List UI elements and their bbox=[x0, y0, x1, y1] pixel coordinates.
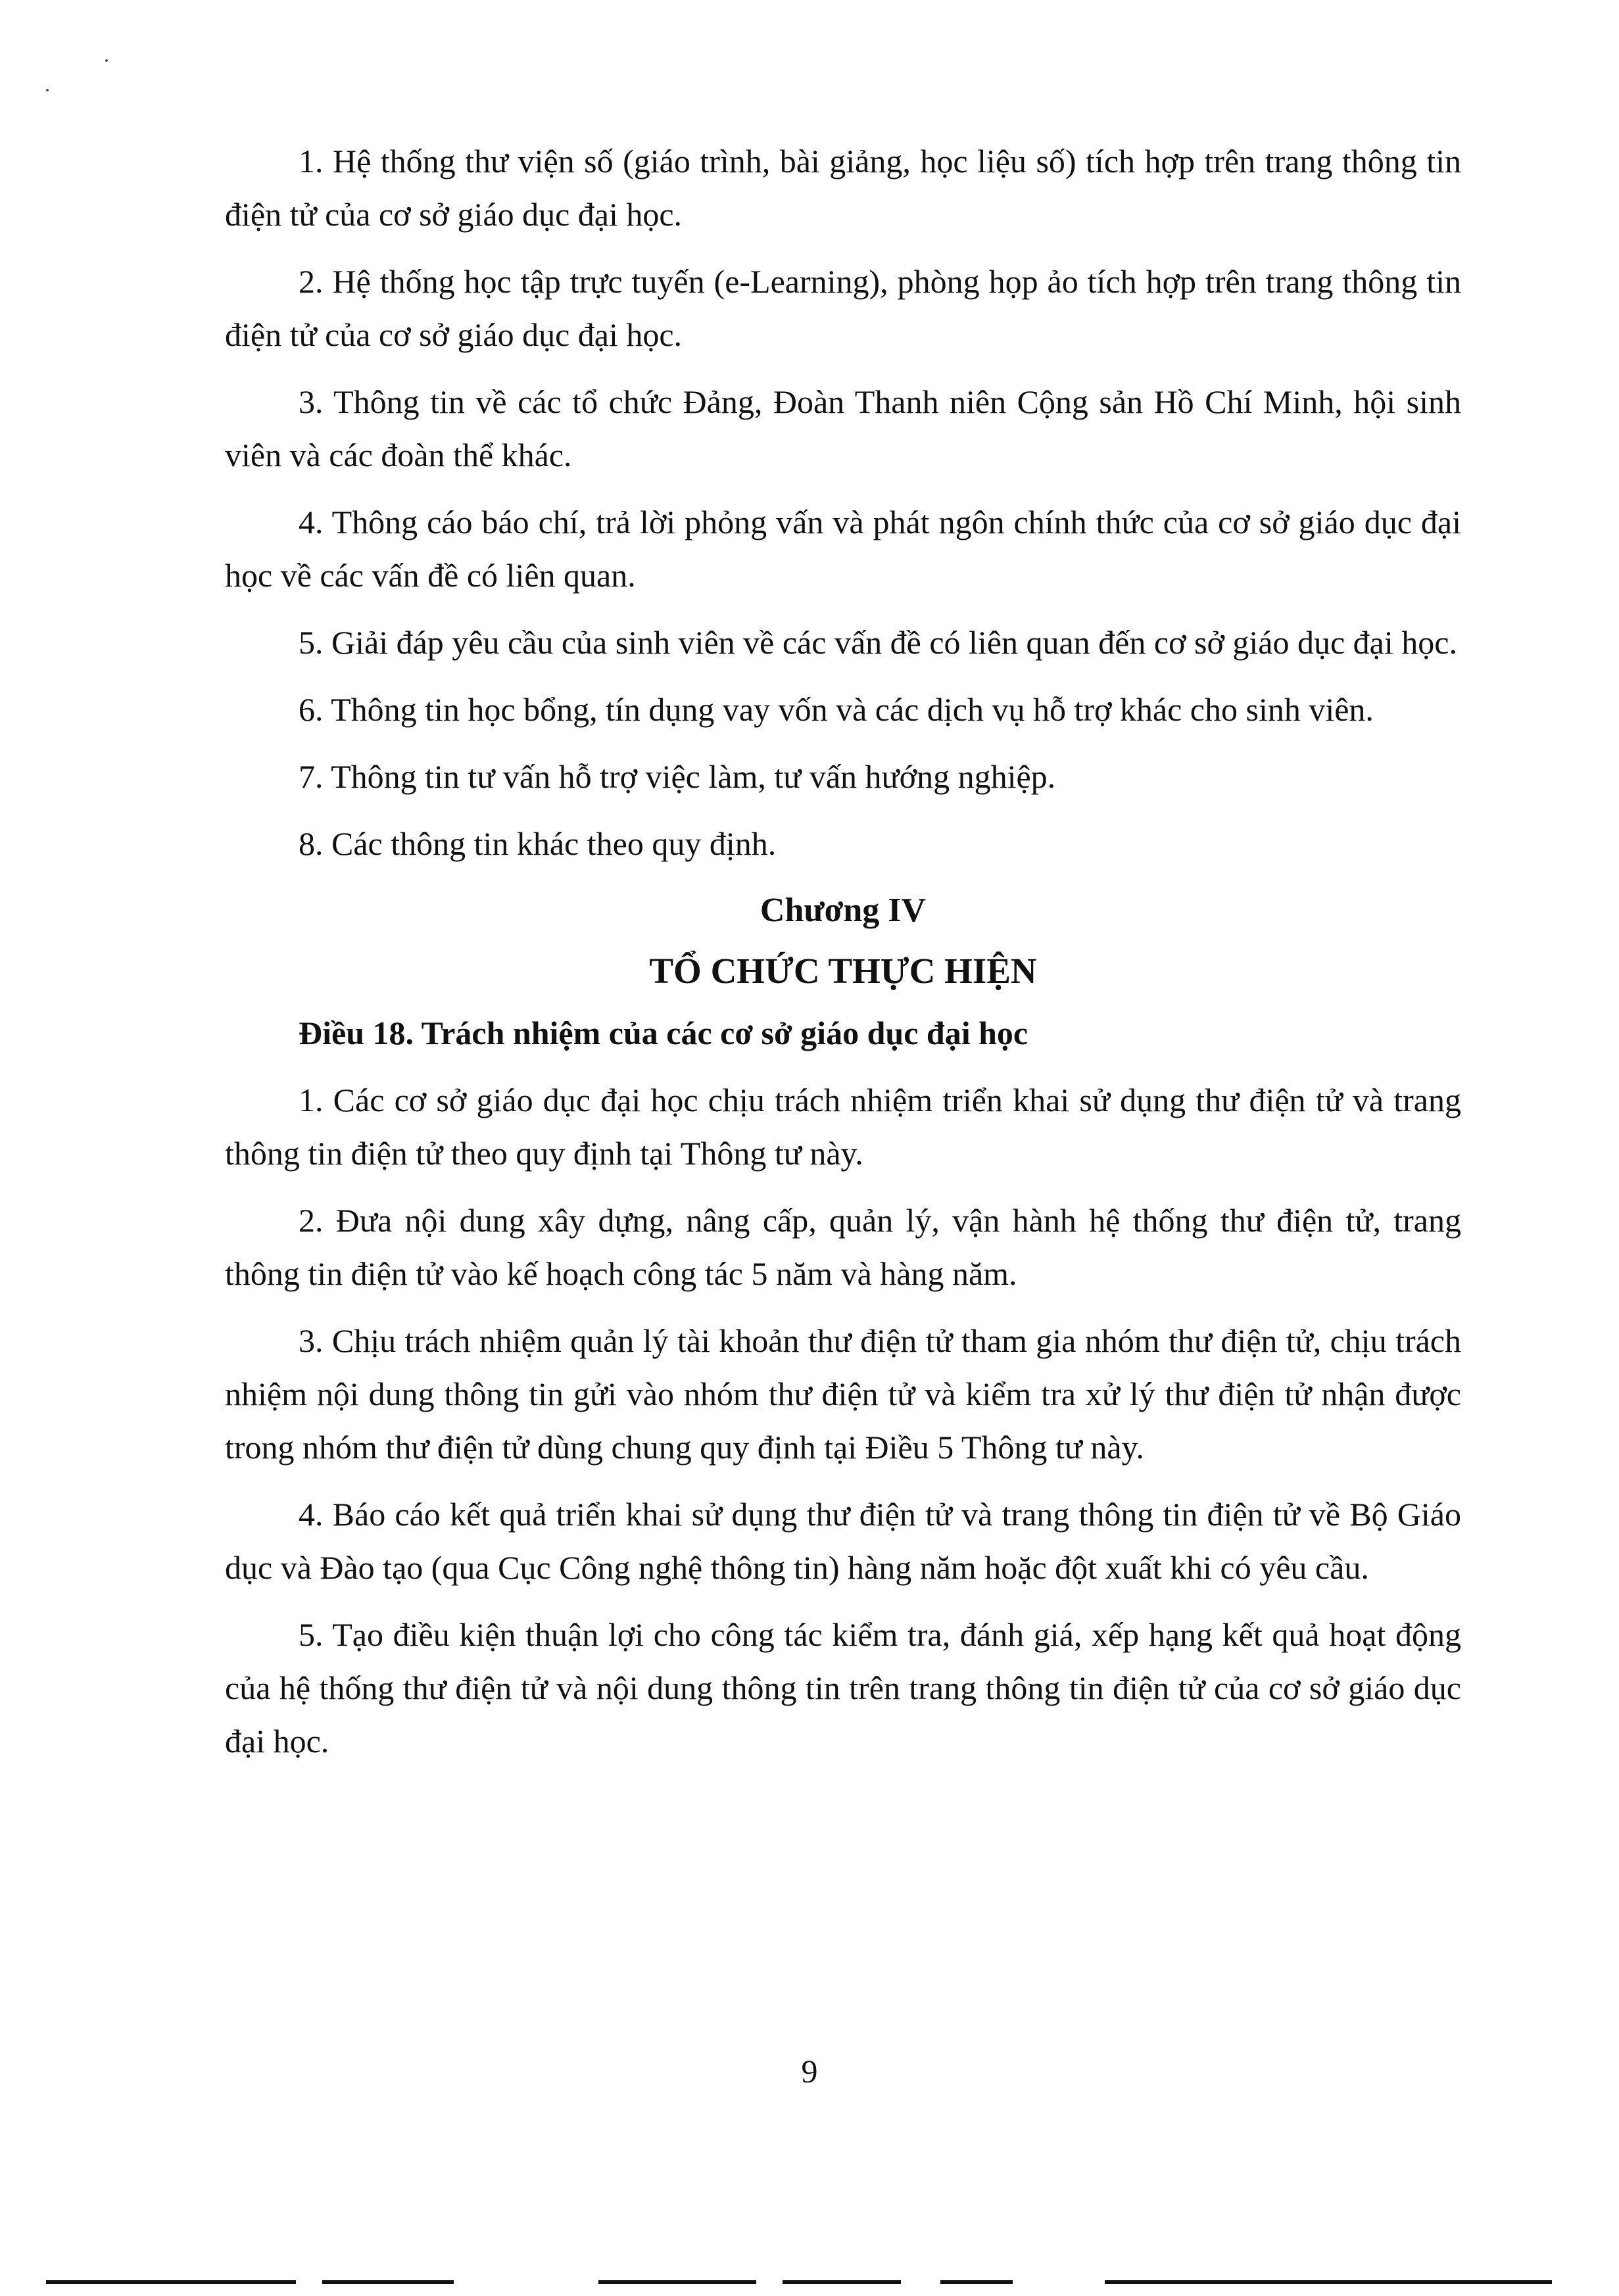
chapter-label: Chương IV bbox=[760, 892, 927, 929]
scan-edge-line bbox=[783, 2280, 901, 2284]
article-item: 2. Đưa nội dung xây dựng, nâng cấp, quản lý, vận hành hệ thống thư điện tử, trang thông tin điện tử vào kế hoạch công tác 5 năm và hàng năm. bbox=[225, 1202, 1461, 1292]
scan-edge-line bbox=[940, 2280, 1013, 2284]
list-item: 5. Giải đáp yêu cầu của sinh viên về các vấn đề có liên quan đến cơ sở giáo dục đại học. bbox=[299, 624, 1457, 661]
scan-edge-line bbox=[322, 2280, 454, 2284]
article-item: 5. Tạo điều kiện thuận lợi cho công tác kiểm tra, đánh giá, xếp hạng kết quả hoạt động của hệ thống thư điện tử và nội dung thông tin trên trang thông tin điện tử của cơ sở giáo dục đại học. bbox=[225, 1616, 1461, 1759]
article-heading: Điều 18. Trách nhiệm của các cơ sở giáo dục đại học bbox=[299, 1015, 1028, 1051]
list-item: 7. Thông tin tư vấn hỗ trợ việc làm, tư vấn hướng nghiệp. bbox=[299, 758, 1056, 795]
scan-speck bbox=[46, 89, 49, 91]
page-number: 9 bbox=[801, 2053, 818, 2090]
scan-edge-line bbox=[1105, 2280, 1552, 2284]
list-item: 3. Thông tin về các tổ chức Đảng, Đoàn Thanh niên Cộng sản Hồ Chí Minh, hội sinh viên và các đoàn thể khác. bbox=[225, 383, 1461, 473]
list-item: 6. Thông tin học bổng, tín dụng vay vốn và các dịch vụ hỗ trợ khác cho sinh viên. bbox=[299, 691, 1374, 728]
article-item: 1. Các cơ sở giáo dục đại học chịu trách nhiệm triển khai sử dụng thư điện tử và trang thông tin điện tử theo quy định tại Thông tư này. bbox=[225, 1082, 1461, 1172]
article-item: 3. Chịu trách nhiệm quản lý tài khoản thư điện tử tham gia nhóm thư điện tử, chịu trách nhiệm nội dung thông tin gửi vào nhóm thư điện tử và kiểm tra xử lý thư điện tử nhận được trong nhóm thư điện tử dùng chung quy định tại Điều 5 Thông tư này. bbox=[225, 1322, 1461, 1466]
list-item: 4. Thông cáo báo chí, trả lời phỏng vấn và phát ngôn chính thức của cơ sở giáo dục đại học về các vấn đề có liên quan. bbox=[225, 504, 1461, 594]
scan-speck bbox=[105, 59, 108, 62]
list-item: 1. Hệ thống thư viện số (giáo trình, bài giảng, học liệu số) tích hợp trên trang thông tin điện tử của cơ sở giáo dục đại học. bbox=[225, 143, 1461, 233]
list-item: 2. Hệ thống học tập trực tuyến (e-Learning), phòng họp ảo tích hợp trên trang thông tin điện tử của cơ sở giáo dục đại học. bbox=[225, 263, 1461, 353]
article-item: 4. Báo cáo kết quả triển khai sử dụng thư điện tử và trang thông tin điện tử về Bộ Giáo dục và Đào tạo (qua Cục Công nghệ thông tin) hàng năm hoặc đột xuất khi có yêu cầu. bbox=[225, 1496, 1461, 1586]
chapter-title: TỔ CHỨC THỰC HIỆN bbox=[649, 951, 1037, 991]
scan-edge-line bbox=[598, 2280, 756, 2284]
document-page bbox=[225, 135, 1461, 1782]
scan-edge-line bbox=[46, 2280, 296, 2284]
list-item: 8. Các thông tin khác theo quy định. bbox=[299, 825, 777, 862]
